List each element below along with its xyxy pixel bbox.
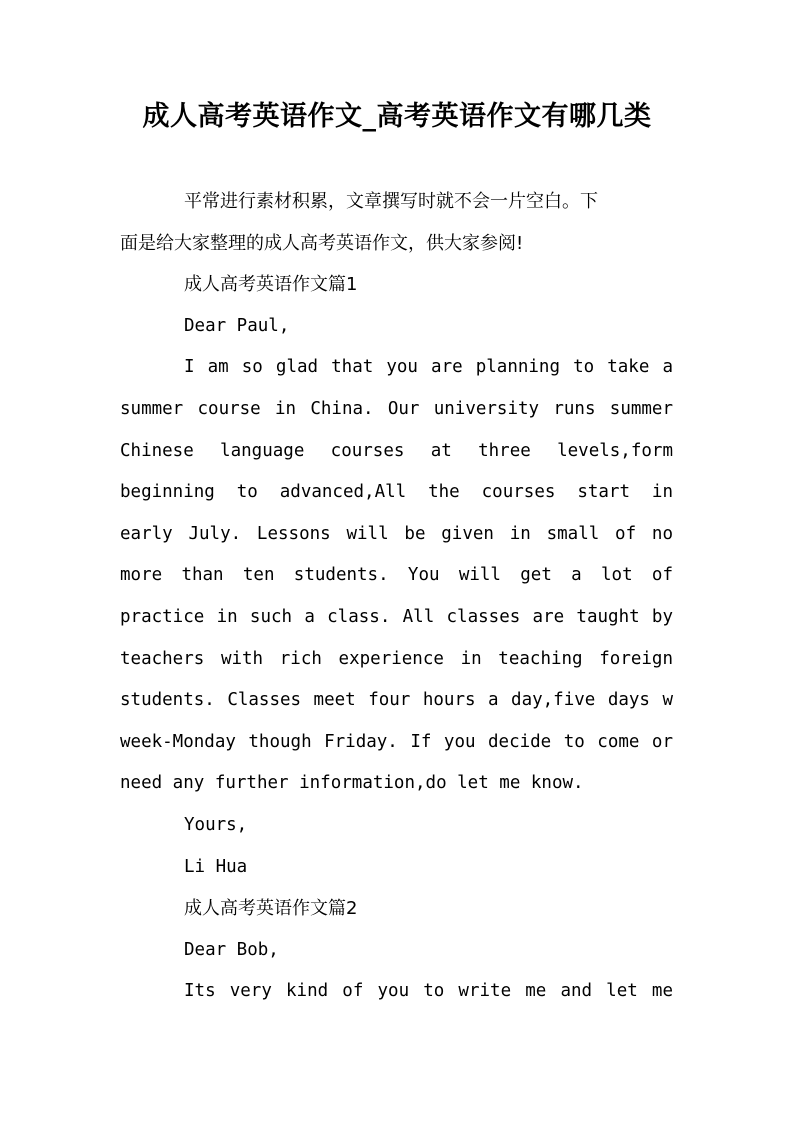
essay1-heading: 成人高考英语作文篇1 — [184, 274, 358, 296]
intro-line-2: 面是给大家整理的成人高考英语作文，供大家参阅! — [120, 232, 524, 254]
essay2-body-line: Its very kind of you to write me and let me — [184, 981, 673, 1002]
essay1-body-line: teachers with rich experience in teaching foreign — [120, 648, 673, 669]
essay1-closing: Yours, — [184, 814, 248, 835]
essay1-body-line: Chinese language courses at three levels,form — [120, 440, 673, 461]
essay1-body-line: beginning to advanced,All the courses start in — [120, 482, 673, 503]
essay1-body-line: I am so glad that you are planning to take a — [184, 357, 673, 378]
essay1-signature: Li Hua — [184, 856, 248, 877]
essay1-body-line: summer course in China. Our university runs summer — [120, 398, 673, 419]
essay1-body-line-last: need any further information,do let me know. — [120, 773, 584, 794]
essay1-greeting: Dear Paul, — [184, 315, 290, 336]
essay1-body-line: students. Classes meet four hours a day,five days w — [120, 690, 673, 711]
essay1-body-line: more than ten students. You will get a lot of — [120, 565, 673, 586]
essay1-body-line: practice in such a class. All classes are taught by — [120, 606, 673, 627]
essay2-heading: 成人高考英语作文篇2 — [184, 898, 358, 920]
essay2-greeting: Dear Bob, — [184, 939, 279, 960]
essay1-body-line: early July. Lessons will be given in small of no — [120, 523, 673, 544]
intro-line-1: 平常进行素材积累，文章撰写时就不会一片空白。下 — [184, 191, 598, 212]
document-body — [120, 181, 673, 1013]
page-title: 成人高考英语作文_高考英语作文有哪几类 — [142, 101, 652, 132]
essay1-body-line: week-Monday though Friday. If you decide to come or — [120, 731, 673, 752]
